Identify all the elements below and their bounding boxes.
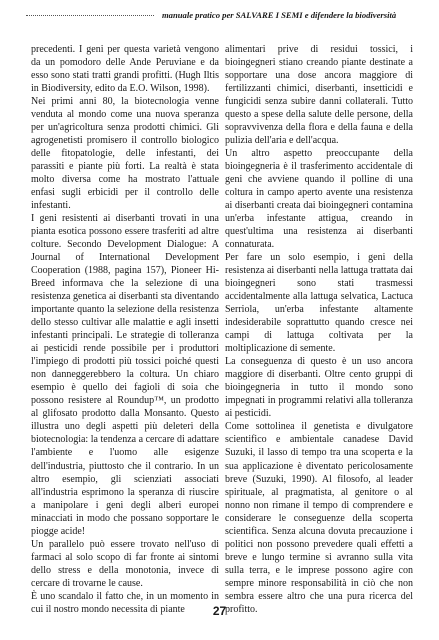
- right-column: [225, 43, 413, 616]
- left-column: [31, 43, 219, 616]
- paragraph: Per fare un solo esempio, i geni della resistenza ai diserbanti nella lattuga trattata dai bioingegneri sono stati trasmessi accidentalmente alla lattuga selvatica, Lactuca Serriola, un'erba infestante altamente indesiderabile soprattutto quando cresce nei campi di lattuga coltivata per la moltiplicazione di semente.: [225, 252, 413, 355]
- page-number: 27: [212, 604, 227, 618]
- paragraph: Come sottolinea il genetista e divulgatore scientifico e ambientale canadese David Suzuki, il lasso di tempo tra una scoperta e la sua applicazione è diventato pericolosamente breve (Suzuki, 1990). Al filosofo, al leader spirituale, al pragmatista, al genitore o al nonno non rimane il tempo di comprendere e considerare le conseguenze della scoperta scientifica. Senza alcuna dovuta precauzione i politici non possono prevedere quali effetti a breve e lungo termine si avranno sulla vita sulla terra, e le imprese possono agire con sempre minore responsabilità in ciò che non sembra essere altro che una pura ricerca del profitto.: [225, 421, 413, 615]
- header-title: manuale pratico per SALVARE I SEMI e difendere la biodiversità: [162, 10, 397, 20]
- paragraph: I geni resistenti ai diserbanti trovati in una pianta esotica possono essere trasferiti ad altre colture. Secondo Development Dialogue: A Journal of International Development Cooperation (1988, pagina 157), Pioneer Hi-Breed informava che la selezione di una resistenza genetica ai diserbanti sta diventando importante quanto la selezione della resistenza dello stesso cultivar alle malattie e agli insetti infestanti principali. Le strategie di tolleranza ai pesticidi rende possibile per i produttori l'impiego di prodotti più tossici poiché questi non danneggerebbero la coltura. Un chiaro esempio è quello dei fagioli di soia che possono resistere al Roundup™, un prodotto al glifosato prodotto dalla Monsanto. Questo illustra uno degli aspetti più deleteri della biotecnologia: la tendenza a cercare di adattare l'ambiente e l'uomo alle esigenze dell'industria, piuttosto che il contrario. In un altro esempio, gli scienziati associati all'industria esprimono la speranza di riuscire a manipolare i geni degli alberi europei minacciati in modo che possano sopportare le piogge acide!: [31, 213, 219, 537]
- header-dotted-rule: [26, 15, 154, 16]
- paragraph: alimentari prive di residui tossici, i bioingegneri stiano creando piante destinate a sopportare una dose ancora maggiore di fertilizzanti chimici, diserbanti, insetticidi e fungicidi senza subire danni collaterali. Tutto questo a spese della salute delle persone, della sopravvivenza della flora e della fauna e della pulizia dell'aria e dell'acqua.: [225, 44, 413, 147]
- paragraph: Un altro aspetto preoccupante della bioingegneria è il trasferimento accidentale di geni che avviene quando il polline di una coltura in campo aperto avente una resistenza ai diserbanti creata dai bioingegneri contamina un'erba infestante attigua, creando in quest'ultima una resistenza ai diserbanti connaturata.: [225, 148, 413, 251]
- paragraph: È uno scandalo il fatto che, in un momento in cui il nostro mondo necessita di piante: [31, 590, 219, 615]
- paragraph: La conseguenza di questo è un uso ancora maggiore di diserbanti. Oltre cento gruppi di bioingegneria in tutto il mondo sono impegnati in programmi relativi alla tolleranza ai pesticidi.: [225, 356, 413, 420]
- paragraph: Nei primi anni 80, la biotecnologia venne venduta al mondo come una nuova speranza per un'agricoltura senza prodotti chimici. Gli agrogenetisti promisero il controllo biologico delle fitopatologie, delle infestanti, dei parassiti e piante più forti. La realtà è stata molto diversa come ha mostrato l'attuale enfasi sugli erbicidi per il controllo delle infestanti.: [31, 96, 219, 212]
- running-header: [26, 10, 426, 24]
- paragraph: precedenti. I geni per questa varietà vengono da un pomodoro delle Ande Peruviane e da esso sono stati tratti grandi profitti. (Hugh Iltis in Biodiversity, edito da E.O. Wilson, 1998).: [31, 44, 219, 95]
- paragraph: Un parallelo può essere trovato nell'uso di farmaci al solo scopo di far fronte ai sintomi dello stress e della monotonia, invece di cercare di trovarne le cause.: [31, 538, 219, 589]
